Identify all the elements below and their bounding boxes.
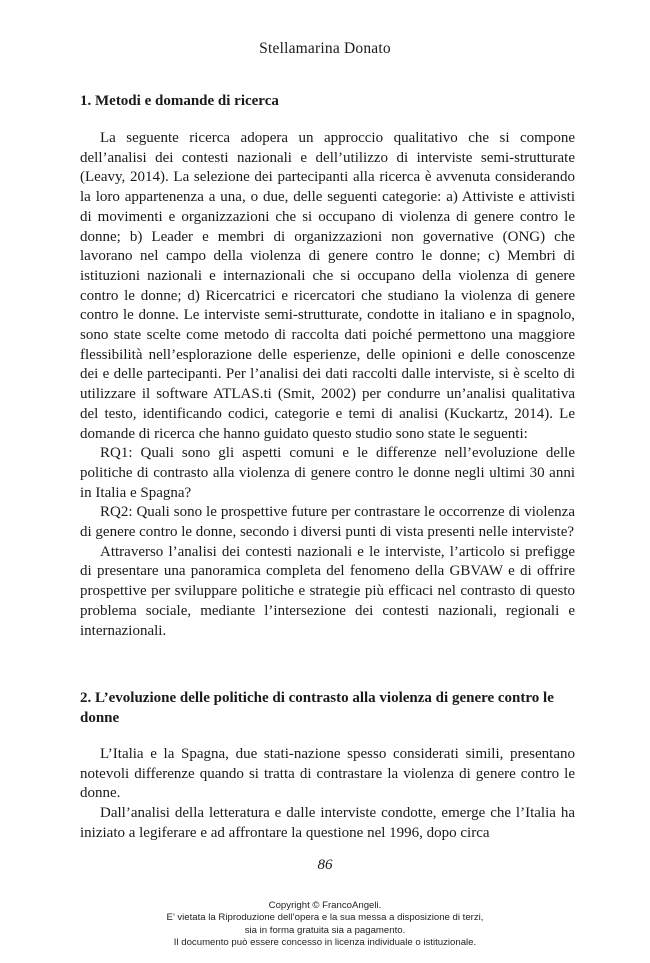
section-2-body: [80, 745, 575, 844]
paragraph-rq2: RQ2: Quali sono le prospettive future per contrastare le occorrenze di violenza di genere contro le donne, secondo i diversi punti di vista presenti nelle interviste?: [80, 504, 575, 541]
paragraph: Attraverso l’analisi dei contesti nazionali e le interviste, l’articolo si prefigge di presentare una panoramica completa del fenomeno della GBVAW e di offrire prospettive per sviluppare politiche e strategie più efficaci nel contrasto di questo problema sociale, mediante l’intersezione dei contesti nazionali, regionali e internazionali.: [80, 543, 575, 639]
section-2-title: 2. L’evoluzione delle politiche di contrasto alla violenza di genere contro le donne: [80, 690, 554, 726]
copyright-line: E’ vietata la Riproduzione dell’opera e la sua messa a disposizione di terzi,: [166, 912, 484, 924]
paragraph-rq1: RQ1: Quali sono gli aspetti comuni e le differenze nell’evoluzione delle politiche di contrasto alla violenza di genere contro le donne negli ultimi 30 anni in Italia e Spagna?: [80, 445, 575, 501]
section-1-body: [80, 129, 575, 641]
section-1-title: 1. Metodi e domande di ricerca: [80, 93, 279, 109]
page-number: 86: [317, 857, 333, 873]
paragraph: Dall’analisi della letteratura e dalle interviste condotte, emerge che l’Italia ha iniziato a legiferare e ad affrontare la questione nel 1996, dopo circa: [80, 805, 575, 841]
running-header: Stellamarina Donato: [259, 40, 391, 57]
paragraph: L’Italia e la Spagna, due stati-nazione spesso considerati simili, presentano notevoli differenze quando si tratta di contrastare la violenza di genere contro le donne.: [80, 746, 575, 802]
paragraph: La seguente ricerca adopera un approccio qualitativo che si compone dell’analisi dei contesti nazionali e dell’utilizzo di interviste semi-strutturate (Leavy, 2014). La selezione dei partecipanti alla ricerca è avvenuta considerando la loro appartenenza a una, o due, delle seguenti categorie: a) Attiviste e attivisti di movimenti e organizzazioni che si occupano di violenza di genere contro le donne; b) Leader e membri di organizzazioni non governative (ONG) che lavorano nel campo della violenza di genere contro le donne; c) Membri di istituzioni nazionali e internazionali che si occupano della violenza di genere contro le donne; d) Ricercatrici e ricercatori che studiano la violenza di genere contro le donne. Le interviste semi-strutturate, condotte in italiano e in spagnolo, sono state scelte come metodo di raccolta dati poiché permettono una maggiore flessibilità nell’esplorazione delle esperienze, delle opinioni e delle conoscenze dei e delle partecipanti. Per l’analisi dei dati raccolti dalle interviste, si è scelto di utilizzare il software ATLAS.ti (Smit, 2002) per condurre un’analisi qualitativa del testo, identificando codici, categorie e temi di analisi (Kuckartz, 2014). Le domande di ricerca che hanno guidato questo studio sono state le seguenti:: [80, 130, 575, 442]
copyright-notice: [0, 900, 650, 950]
copyright-line: Copyright © FrancoAngeli.: [268, 900, 382, 911]
copyright-line: sia in forma gratuita sia a pagamento.: [244, 924, 406, 936]
copyright-line: Il documento può essere concesso in licenza individuale o istituzionale.: [173, 937, 477, 949]
